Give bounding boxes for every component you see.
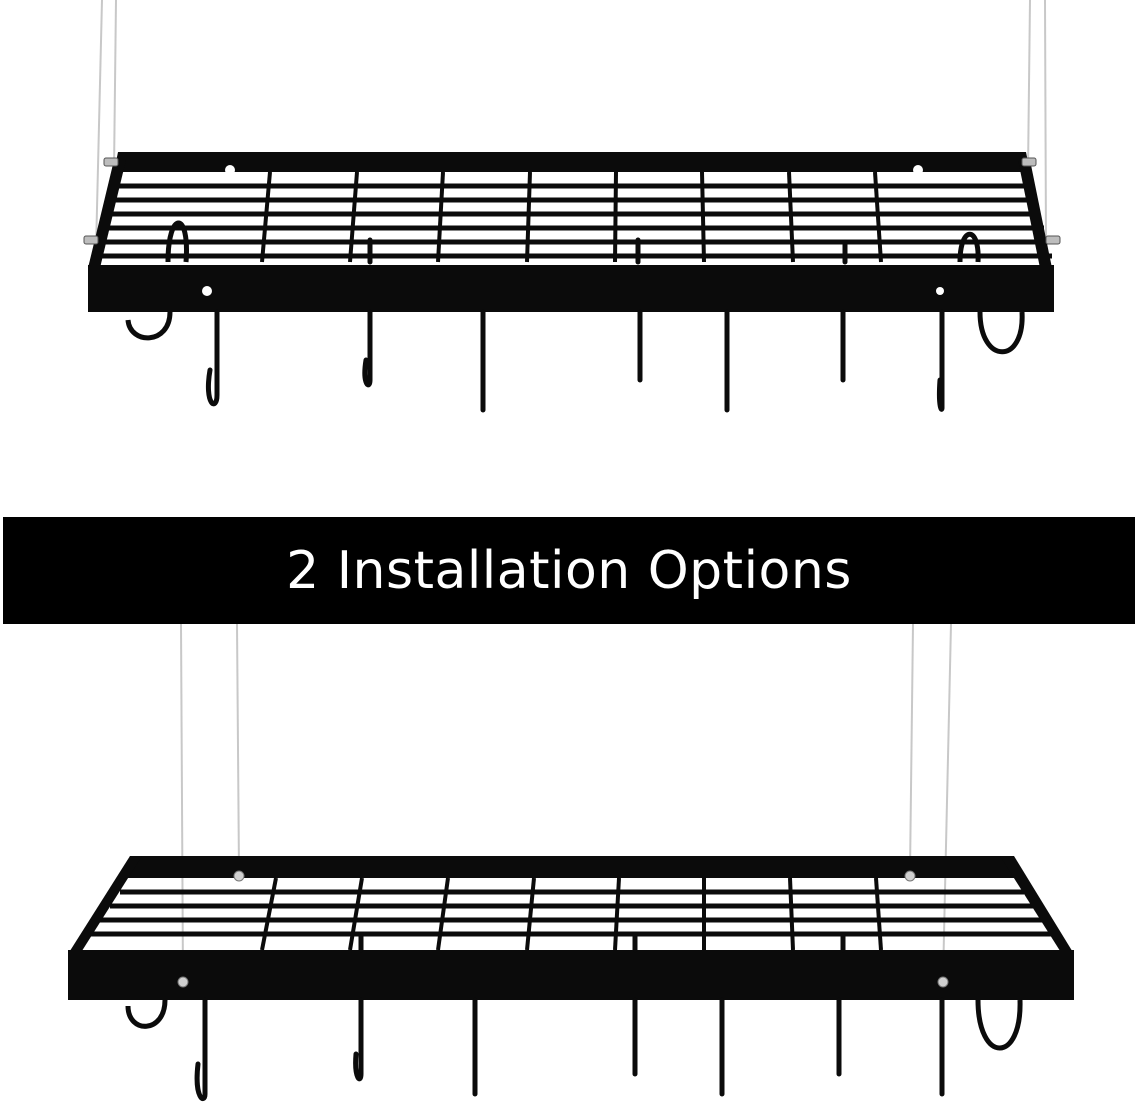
bottom-rack-back-rail bbox=[124, 856, 1016, 878]
top-rack-back-rail bbox=[114, 152, 1030, 172]
title-banner bbox=[3, 517, 1135, 624]
bottom-rack-cable-1 bbox=[181, 624, 183, 979]
top-rack-back-hole-left bbox=[225, 165, 235, 175]
top-rack-grid bbox=[96, 186, 1052, 256]
top-rack-front-hole-right bbox=[936, 287, 944, 295]
bottom-rack-grid bbox=[90, 892, 1054, 934]
top-rack-left-cable-outer bbox=[96, 0, 102, 250]
top-hook-7 bbox=[939, 312, 942, 409]
top-rack-left-side-hook bbox=[128, 312, 170, 338]
bottom-hook-1 bbox=[197, 1000, 205, 1099]
bottom-rack-cable-3 bbox=[910, 624, 913, 872]
bottom-rack-left-side-hook bbox=[128, 1000, 165, 1026]
bottom-rack-cable-4 bbox=[943, 624, 951, 979]
top-hook-1 bbox=[208, 312, 217, 404]
top-rack-left-cable-inner bbox=[114, 0, 116, 170]
top-rack-right-cable-outer bbox=[1045, 0, 1046, 245]
top-rack-front-hole-left bbox=[202, 286, 212, 296]
top-rack-right-cable-inner bbox=[1028, 0, 1030, 170]
banner-title: 2 Installation Options bbox=[286, 540, 852, 601]
bottom-rack-cable-2 bbox=[237, 624, 239, 872]
top-rack-front-rail bbox=[88, 265, 1054, 312]
bottom-rack-right-side-hook bbox=[978, 1000, 1020, 1048]
bottom-pot-rack bbox=[0, 624, 1137, 1114]
bottom-hook-2 bbox=[356, 1000, 361, 1079]
top-rack-right-side-hook bbox=[980, 312, 1022, 352]
top-rack-back-hole-right bbox=[913, 165, 923, 175]
bottom-rack-grid-vertical bbox=[262, 878, 881, 950]
top-pot-rack bbox=[0, 0, 1137, 470]
top-hook-2 bbox=[365, 312, 370, 385]
bottom-rack-front-rail bbox=[68, 950, 1074, 1000]
